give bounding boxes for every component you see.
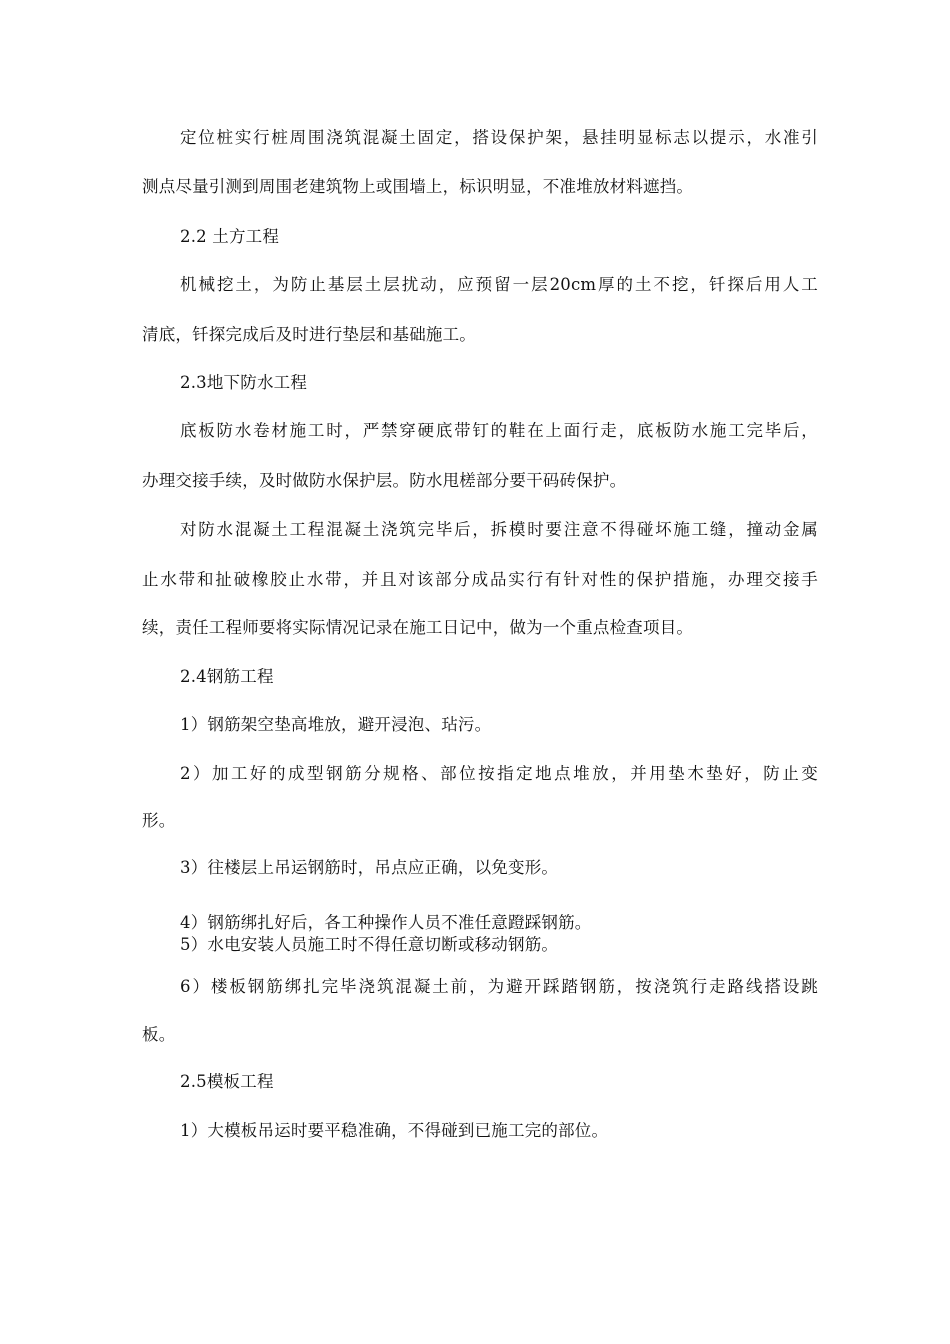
list-item: 3）往楼层上吊运钢筋时，吊点应正确，以免变形。 bbox=[180, 858, 559, 877]
list-item-continuation: 形。 bbox=[142, 811, 176, 830]
paragraph-line: 定位桩实行桩周围浇筑混凝土固定，搭设保护架，悬挂明显标志以提示，水准引 bbox=[180, 128, 818, 147]
section-heading: 2.2 土方工程 bbox=[180, 227, 280, 246]
section-heading: 2.5模板工程 bbox=[180, 1072, 274, 1091]
paragraph-line: 清底，钎探完成后及时进行垫层和基础施工。 bbox=[142, 325, 476, 344]
section-heading: 2.3地下防水工程 bbox=[180, 373, 308, 392]
list-item: 1）钢筋架空垫高堆放，避开浸泡、玷污。 bbox=[180, 715, 492, 734]
list-item: 4）钢筋绑扎好后，各工种操作人员不准任意蹬踩钢筋。 bbox=[180, 913, 592, 932]
list-item: 2）加工好的成型钢筋分规格、部位按指定地点堆放，并用垫木垫好，防止变 bbox=[180, 764, 818, 783]
list-item: 1）大模板吊运时要平稳准确，不得碰到已施工完的部位。 bbox=[180, 1121, 609, 1140]
paragraph-line: 底板防水卷材施工时，严禁穿硬底带钉的鞋在上面行走，底板防水施工完毕后， bbox=[180, 421, 818, 440]
paragraph-line: 办理交接手续，及时做防水保护层。防水甩槎部分要干码砖保护。 bbox=[142, 471, 627, 490]
list-item: 5）水电安装人员施工时不得任意切断或移动钢筋。 bbox=[180, 935, 559, 954]
paragraph-line: 续，责任工程师要将实际情况记录在施工日记中，做为一个重点检查项目。 bbox=[142, 618, 694, 637]
paragraph-line: 测点尽量引测到周围老建筑物上或围墙上，标识明显，不准堆放材料遮挡。 bbox=[142, 177, 694, 196]
paragraph-line: 止水带和扯破橡胶止水带，并且对该部分成品实行有针对性的保护措施，办理交接手 bbox=[142, 570, 818, 589]
list-item: 6）楼板钢筋绑扎完毕浇筑混凝土前，为避开踩踏钢筋，按浇筑行走路线搭设跳 bbox=[180, 977, 818, 996]
section-heading: 2.4钢筋工程 bbox=[180, 667, 274, 686]
list-item-continuation: 板。 bbox=[142, 1025, 176, 1044]
paragraph-line: 对防水混凝土工程混凝土浇筑完毕后，拆模时要注意不得碰坏施工缝，撞动金属 bbox=[180, 520, 818, 539]
paragraph-line: 机械挖土，为防止基层土层扰动，应预留一层20cm厚的土不挖，钎探后用人工 bbox=[180, 275, 818, 294]
